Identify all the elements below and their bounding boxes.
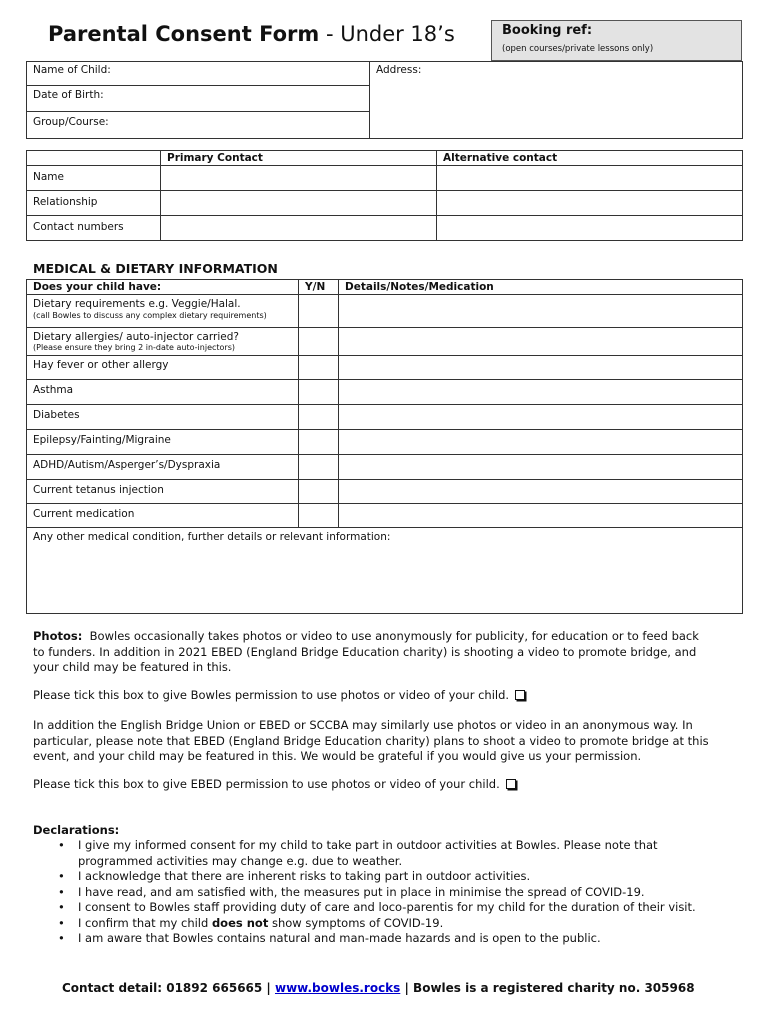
ebed-permission-checkbox[interactable] <box>506 779 516 789</box>
title-subtitle: - Under 18’s <box>319 22 455 46</box>
medical-row-note: (call Bowles to discuss any complex dietary requirements) <box>33 311 267 320</box>
alternative-contact-header: Alternative contact <box>443 152 558 164</box>
address-field[interactable]: Address: <box>376 64 422 76</box>
declaration-item: • I consent to Bowles staff providing duty of care and loco-parentis for my child for the duration of their visit. <box>58 900 696 914</box>
medical-section-title: MEDICAL & DIETARY INFORMATION <box>33 261 278 276</box>
contact-row-numbers: Contact numbers <box>33 221 124 233</box>
booking-ref-note: (open courses/private lessons only) <box>502 44 654 54</box>
page-title <box>48 22 455 46</box>
website-link[interactable]: www.bowles.rocks <box>274 981 401 995</box>
booking-ref-box[interactable] <box>491 20 742 61</box>
declaration-item: • I have read, and am satisfied with, the measures put in place in minimise the spread of COVID-19. <box>58 884 645 899</box>
primary-contact-header: Primary Contact <box>167 152 263 164</box>
group-course-field[interactable]: Group/Course: <box>33 116 109 128</box>
date-of-birth-field[interactable]: Date of Birth: <box>33 89 104 101</box>
declarations-title: Declarations: <box>33 823 120 837</box>
medical-table <box>26 279 743 614</box>
ebed-permission-line <box>33 777 713 793</box>
bullet-icon: • <box>58 900 65 914</box>
photos-label: Photos: <box>33 629 83 643</box>
bullet-icon: • <box>58 838 65 852</box>
medical-other-field[interactable]: Any other medical condition, further details or relevant information: <box>33 531 391 543</box>
bowles-permission-text: Please tick this box to give Bowles permission to use photos or video of your child. <box>33 688 510 702</box>
bullet-icon: • <box>58 915 65 930</box>
declaration-item: • I acknowledge that there are inherent risks to taking part in outdoor activities. <box>58 869 531 883</box>
bowles-permission-line <box>33 688 713 704</box>
bullet-icon: • <box>58 884 65 899</box>
title-main: Parental Consent Form <box>48 22 320 46</box>
contact-row-name: Name <box>33 171 64 183</box>
medical-row-diabetes: Diabetes <box>33 409 80 421</box>
footer-phone: Contact detail: 01892 665665 | <box>62 981 275 995</box>
medical-row-allergies <box>26 331 239 352</box>
medical-row-dietary <box>26 298 267 320</box>
bullet-icon: • <box>58 931 65 945</box>
footer-charity: | Bowles is a registered charity no. 305968 <box>400 981 695 995</box>
contacts-table <box>26 150 743 241</box>
photos-paragraph <box>33 629 713 676</box>
declaration-item: • I am aware that Bowles contains natural and man-made hazards and is open to the public. <box>58 931 601 945</box>
medical-question-header: Does your child have: <box>33 281 162 293</box>
photos-text: Bowles occasionally takes photos or video to use anonymously for publicity, for education or to feed back to funders. In addition in 2021 EBED (England Bridge Education charity) is shooting a video to promote bridge, and your child may be featured in this. <box>33 629 699 674</box>
contact-row-relationship: Relationship <box>33 196 98 208</box>
bowles-permission-checkbox[interactable] <box>515 690 525 700</box>
footer-contact <box>62 981 695 995</box>
child-name-field[interactable]: Name of Child: <box>33 64 111 76</box>
booking-ref-label: Booking ref: <box>502 23 593 38</box>
medical-details-header: Details/Notes/Medication <box>345 281 494 293</box>
medical-row-label: Dietary requirements e.g. Veggie/Halal. <box>33 298 241 310</box>
ebed-paragraph: In addition the English Bridge Union or EBED or SCCBA may similarly use photos or video in an anonymous way. In particular, please note that EBED (England Bridge Education charity) plans to shoot a video to promote bridge at this event, and your child may be featured in this. We would be grateful if you would give us your permission. <box>33 718 709 763</box>
medical-yn-header: Y/N <box>305 281 326 293</box>
medical-row-hayfever: Hay fever or other allergy <box>33 359 169 371</box>
medical-row-note: (Please ensure they bring 2 in-date auto-injectors) <box>33 343 235 352</box>
medical-row-epilepsy: Epilepsy/Fainting/Migraine <box>33 434 171 446</box>
medical-row-adhd: ADHD/Autism/Asperger’s/Dyspraxia <box>33 459 221 471</box>
medical-row-label: Dietary allergies/ auto-injector carried? <box>33 331 239 343</box>
bullet-icon: • <box>58 869 65 883</box>
declaration-item: • I confirm that my child does not show symptoms of COVID-19. <box>58 915 444 930</box>
medical-row-asthma: Asthma <box>33 384 74 396</box>
ebed-permission-text: Please tick this box to give EBED permission to use photos or video of your child. <box>33 777 500 791</box>
declarations-list <box>56 838 716 947</box>
emphasis-does-not: does not <box>211 915 269 930</box>
medical-row-medication: Current medication <box>33 508 135 520</box>
medical-row-tetanus: Current tetanus injection <box>33 484 164 496</box>
declaration-item: • I give my informed consent for my child to take part in outdoor activities at Bowles. Please note that programmed activities may change e.g. due to weather. <box>58 838 658 868</box>
